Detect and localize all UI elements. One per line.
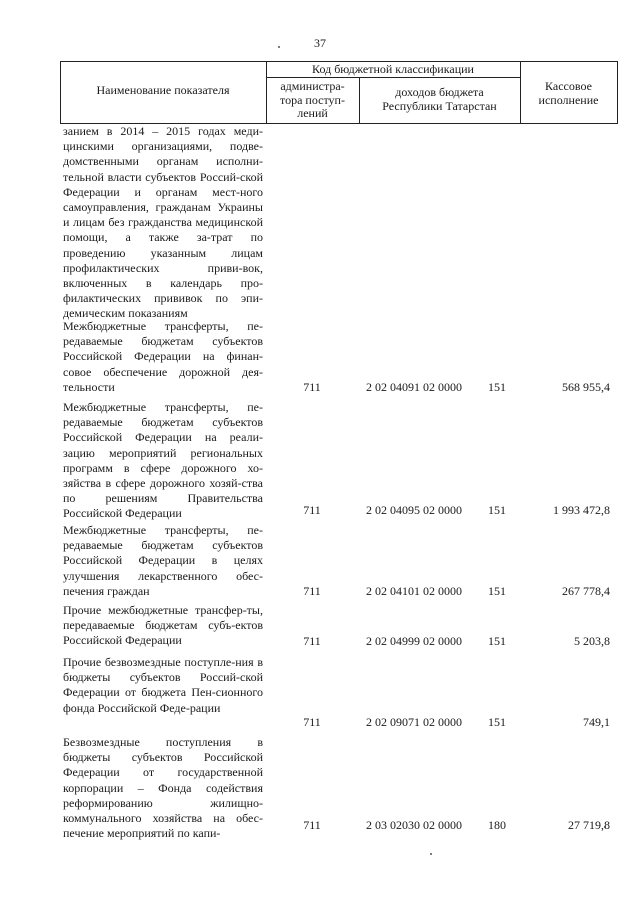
row-name: занием в 2014 – 2015 годах меди-цинскими организациями, подве-домственными органам исполни-тельной власти субъектов Россий-ской Федерации и органам мест-ного самоуправления, гражданам Украины и лицам без гражданства медицинской помощи, а также за-трат по проведению указанным лицам профилактических приви-вок, включенных в календарь про-филактических прививок по эпи-демическим показаниям — [63, 124, 263, 321]
row-admin-code: 711 — [303, 818, 321, 832]
row-amount: 267 778,4 — [562, 584, 610, 598]
row-subcode: 151 — [488, 715, 506, 729]
header-code-group: Код бюджетной классификации — [312, 62, 474, 76]
row-amount: 1 993 472,8 — [553, 503, 610, 517]
header-income-column: доходов бюджета Республики Татарстан — [382, 85, 497, 113]
row-income-code: 2 02 09071 02 0000 — [366, 715, 462, 729]
row-subcode: 180 — [488, 818, 506, 832]
row-name: Межбюджетные трансферты, пе-редаваемые бюджетам субъектов Российской Федерации на финан-совое обеспечение дорожной дея-тельности — [63, 319, 263, 394]
row-admin-code: 711 — [303, 503, 321, 517]
header-name-column: Наименование показателя — [96, 83, 230, 97]
header-amount-column: Кассовое исполнение — [538, 79, 599, 107]
row-subcode: 151 — [488, 634, 506, 648]
row-admin-code: 711 — [303, 380, 321, 394]
row-subcode: 151 — [488, 503, 506, 517]
row-subcode: 151 — [488, 584, 506, 598]
row-amount: 568 955,4 — [562, 380, 610, 394]
row-name: Прочие безвозмездные поступле-ния в бюджеты субъектов Россий-ской Федерации от бюджета Пен-сионного фонда Российской Феде-рации — [63, 655, 263, 715]
header-admin-column: администра- тора поступ- лений — [280, 79, 345, 120]
row-name: Безвозмездные поступления в бюджеты субъектов Российской Федерации от государственной корпорации – Фонда содействия реформированию жилищно-коммунального хозяйства на обес-печение мероприятий по капи- — [63, 735, 263, 841]
row-amount: 27 719,8 — [568, 818, 610, 832]
page-number: 37 — [314, 36, 326, 50]
row-name: Межбюджетные трансферты, пе-редаваемые бюджетам субъектов Российской Федерации на реали-зацию мероприятий региональных программ в сфере дорожного хо-зяйства в сфере дорожного хозяй-ства по решениям Правительства Российской Федерации — [63, 400, 263, 521]
row-income-code: 2 03 02030 02 0000 — [366, 818, 462, 832]
row-income-code: 2 02 04091 02 0000 — [366, 380, 462, 394]
scan-speck — [278, 46, 280, 48]
row-admin-code: 711 — [303, 634, 321, 648]
row-amount: 749,1 — [583, 715, 610, 729]
row-amount: 5 203,8 — [574, 634, 610, 648]
row-subcode: 151 — [488, 380, 506, 394]
row-income-code: 2 02 04101 02 0000 — [366, 584, 462, 598]
row-admin-code: 711 — [303, 715, 321, 729]
scan-speck — [430, 853, 432, 855]
row-name: Прочие межбюджетные трансфер-ты, передаваемые бюджетам субъ-ектов Российской Федерации — [63, 603, 263, 648]
row-name: Межбюджетные трансферты, пе-редаваемые бюджетам субъектов Российской Федерации в целях улучшения лекарственного обес-печения граждан — [63, 523, 263, 598]
row-admin-code: 711 — [303, 584, 321, 598]
row-income-code: 2 02 04095 02 0000 — [366, 503, 462, 517]
row-income-code: 2 02 04999 02 0000 — [366, 634, 462, 648]
